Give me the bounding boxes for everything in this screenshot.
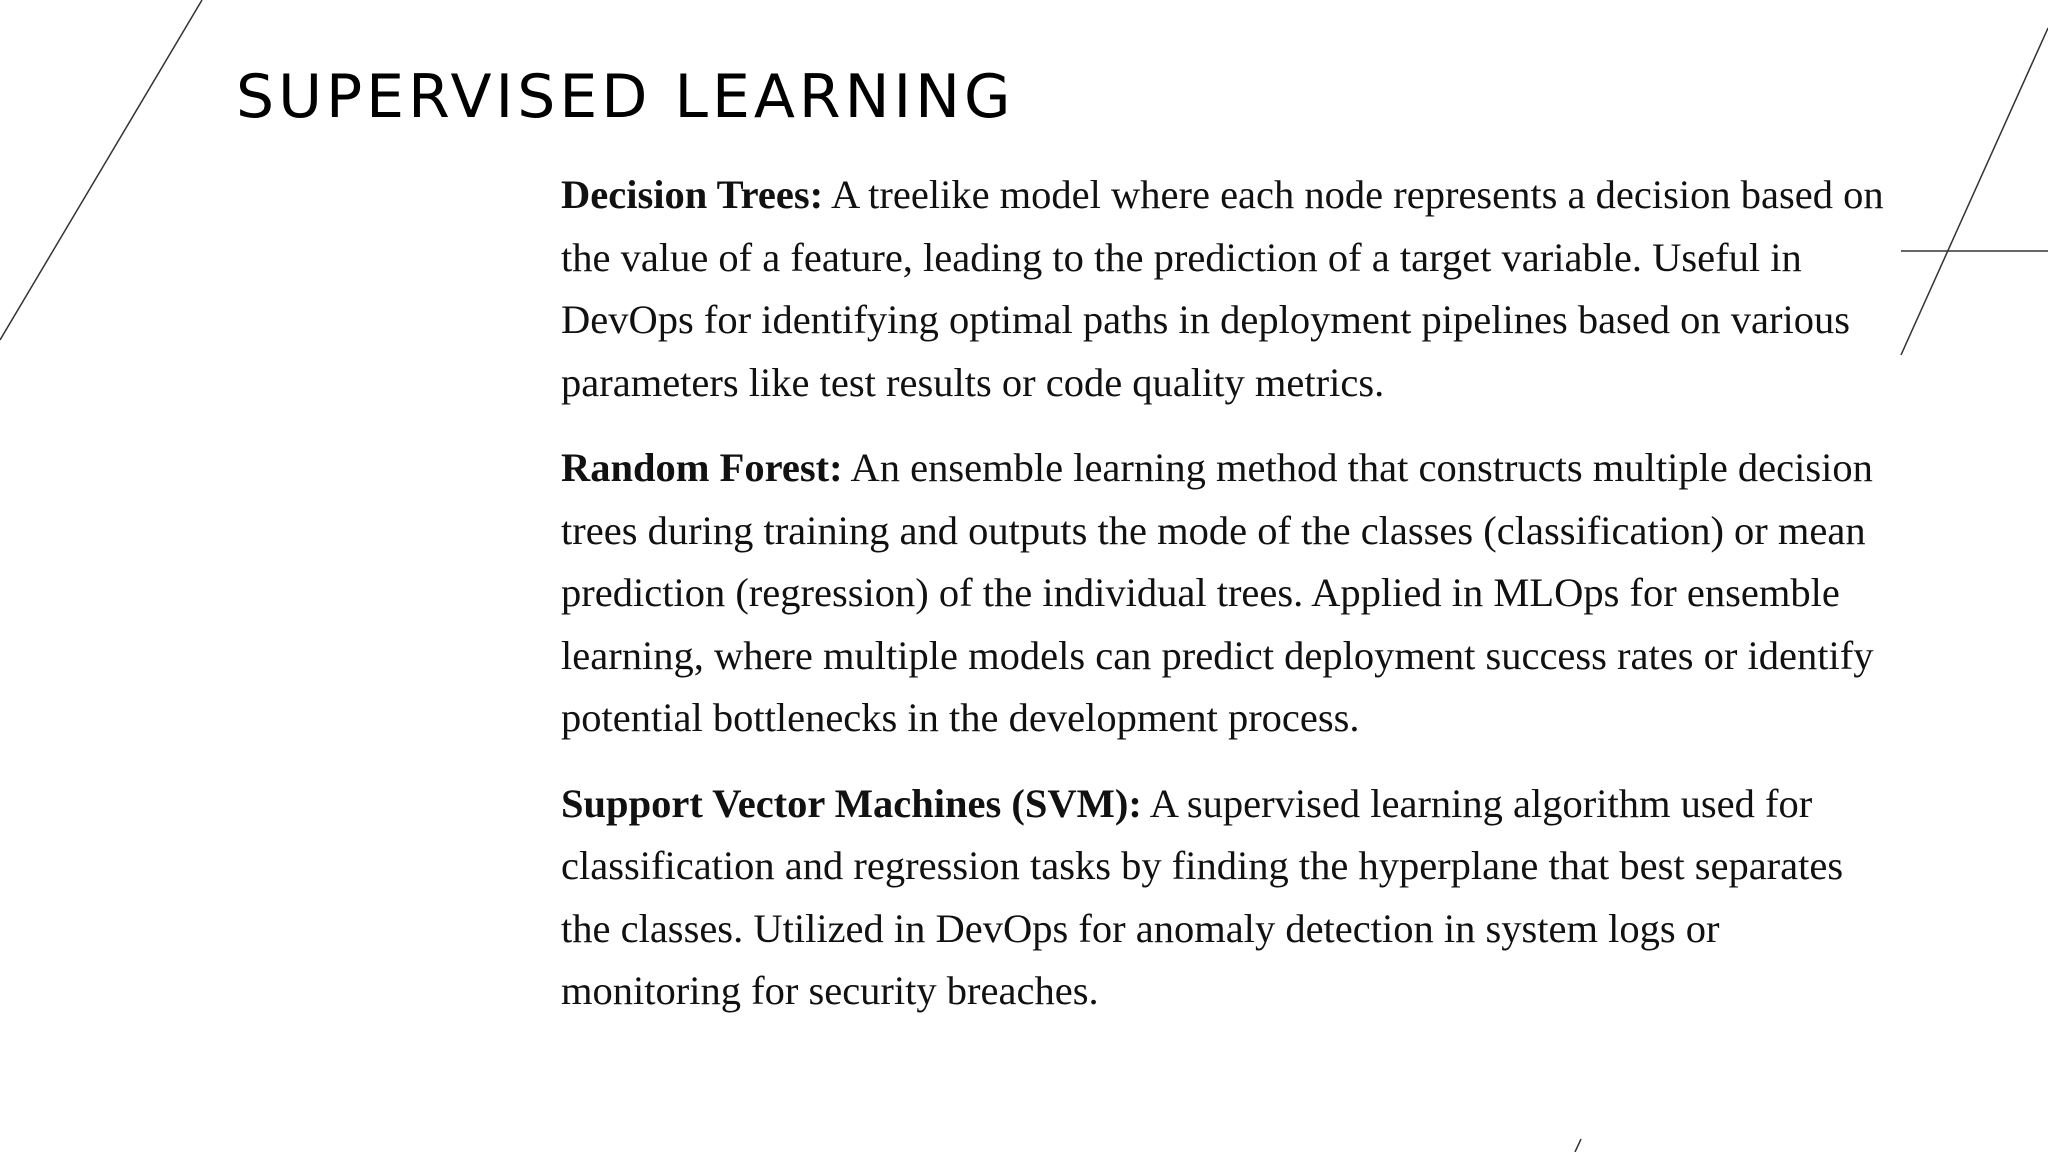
slide-body — [561, 164, 1901, 1046]
definition-random-forest: An ensemble learning method that constructs multiple decision trees during training and outputs the mode of the classes (classification) or mean prediction (regression) of the individual trees. Applied in MLOps for ensemble learning, where multiple models can predict deployment success rates or identify potential bottlenecks in the development process. — [561, 445, 1874, 740]
paragraph-svm — [561, 773, 1901, 1023]
paragraph-random-forest — [561, 437, 1901, 750]
decorative-line-right-diagonal — [1901, 28, 2048, 355]
definition-svm: A supervised learning algorithm used for classification and regression tasks by finding the hyperplane that best separates the classes. Utilized in DevOps for anomaly detection in system logs or monitoring for security breaches. — [561, 780, 1844, 1013]
slide-title: SUPERVISED LEARNING — [236, 62, 1015, 132]
term-decision-trees: Decision Trees: — [561, 172, 824, 217]
decorative-line-left — [0, 0, 202, 340]
decorative-line-bottom — [1575, 1139, 1581, 1152]
definition-decision-trees: A treelike model where each node represents a decision based on the value of a feature, leading to the prediction of a target variable. Useful in DevOps for identifying optimal paths in deployment pipelines based on various parameters like test results or code quality metrics. — [561, 172, 1884, 405]
term-svm: Support Vector Machines (SVM): — [561, 780, 1142, 826]
term-random-forest: Random Forest: — [561, 445, 843, 490]
paragraph-decision-trees — [561, 164, 1901, 414]
